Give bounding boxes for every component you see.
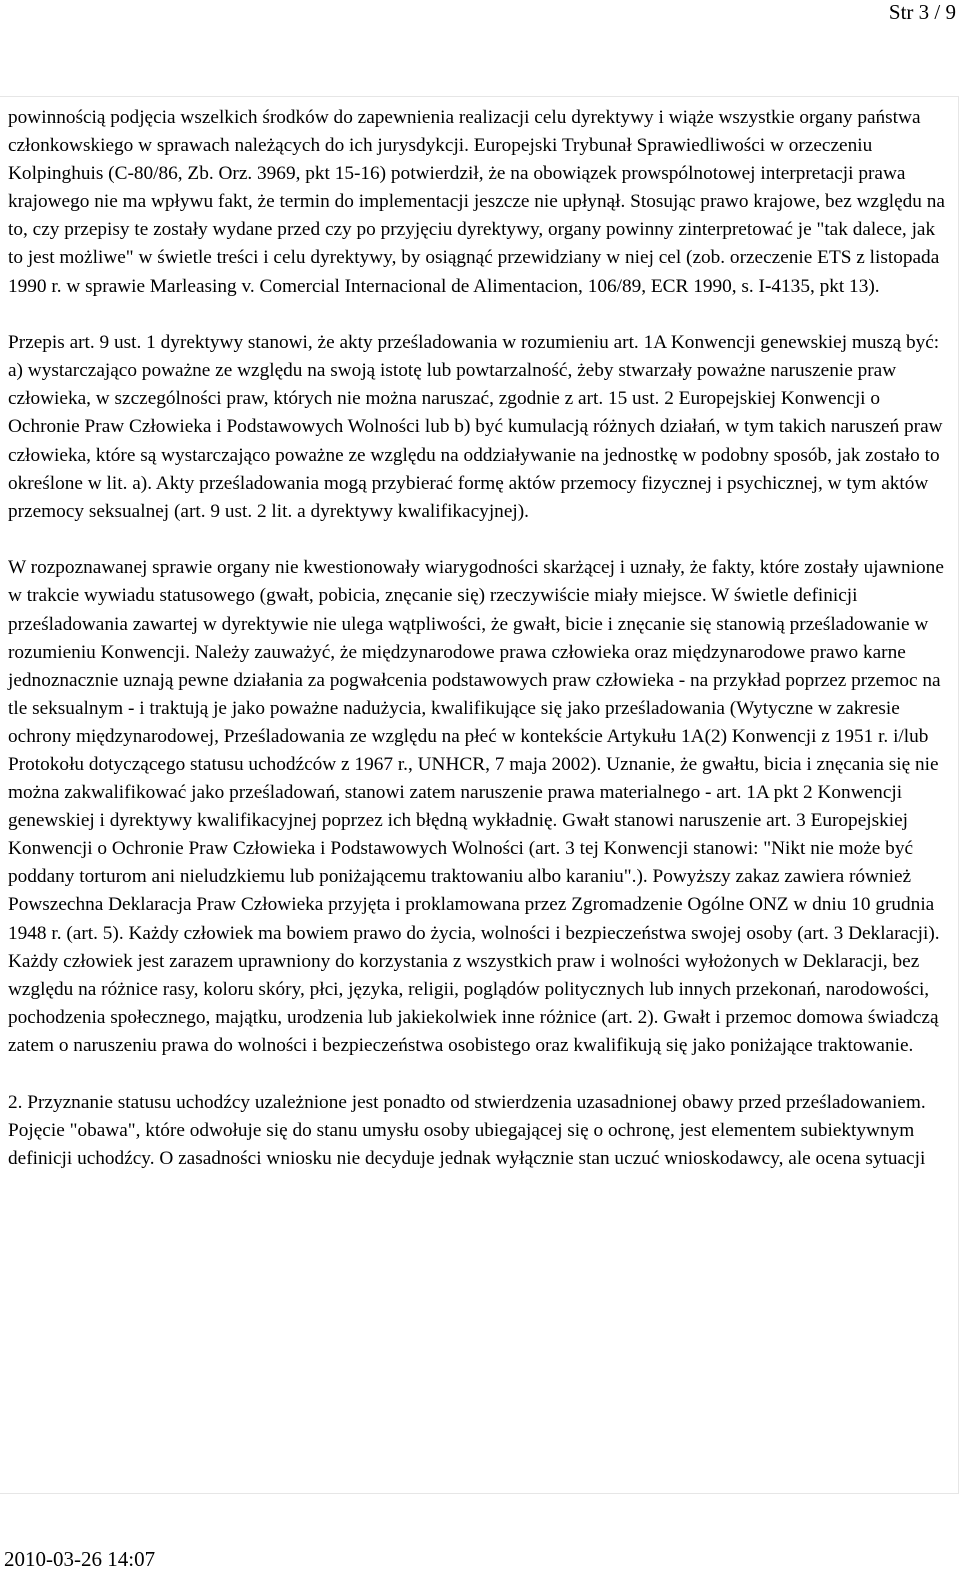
- document-body: [8, 104, 952, 1173]
- paragraph-1: powinnością podjęcia wszelkich środków do zapewnienia realizacji celu dyrektywy i wiąże wszystkie organy państwa członkowskiego w sprawach należących do ich jurysdykcji. Europejski Trybunał Sprawiedliwości w orzeczeniu Kolpinghuis (C-80/86, Zb. Orz. 3969, pkt 15-16) potwierdził, że na obowiązek prowspólnotowej interpretacji prawa krajowego nie ma wpływu fakt, że termin do implementacji jeszcze nie upłynął. Stosując prawo krajowe, bez względu na to, czy przepisy te zostały wydane przed czy po przyjęciu dyrektywy, organy powinny zinterpretować je "tak dalece, jak to jest możliwe" w świetle treści i celu dyrektywy, by osiągnąć przewidziany w niej cel (zob. orzeczenie ETS z listopada 1990 r. w sprawie Marleasing v. Comercial Internacional de Alimentacion, 106/89, ECR 1990, s. I-4135, pkt 13).: [8, 107, 945, 297]
- page-number: Str 3 / 9: [888, 0, 956, 24]
- paragraph-4: 2. Przyznanie statusu uchodźcy uzależnione jest ponadto od stwierdzenia uzasadnionej obawy przed prześladowaniem. Pojęcie "obawa", które odwołuje się do stanu umysłu osoby ubiegającej się o ochronę, jest elementem subiektywnym definicji uchodźcy. O zasadności wniosku nie decyduje jednak wyłącznie stan uczuć wnioskodawcy, ale ocena sytuacji: [8, 1091, 926, 1169]
- paragraph-3: W rozpoznawanej sprawie organy nie kwestionowały wiarygodności skarżącej i uznały, że fakty, które zostały ujawnione w trakcie wywiadu statusowego (gwałt, pobicia, znęcanie się) rzeczywiście miały miejsce. W świetle definicji prześladowania zawartej w dyrektywie nie ulega wątpliwości, że gwałt, bicie i znęcanie się stanowią prześladowanie w rozumieniu Konwencji. Należy zauważyć, że międzynarodowe prawa człowieka oraz międzynarodowe prawo karne jednoznacznie uznają pewne działania za pogwałcenia podstawowych praw człowieka - na przykład poprzez przemoc na tle seksualnym - i traktują je jako poważne nadużycia, kwalifikujące się jako prześladowania (Wytyczne w zakresie ochrony międzynarodowej, Prześladowania ze względu na płeć w kontekście Artykułu 1A(2) Konwencji z 1951 r. i/lub Protokołu dotyczącego statusu uchodźców z 1967 r., UNHCR, 7 maja 2002). Uznanie, że gwałtu, bicia i znęcania się nie można zakwalifikować jako prześladowań, stanowi zatem naruszenie prawa materialnego - art. 1A pkt 2 Konwencji genewskiej i dyrektywy kwalifikacyjnej poprzez ich błędną wykładnię. Gwałt stanowi naruszenie art. 3 Europejskiej Konwencji o Ochronie Praw Człowieka i Podstawowych Wolności (art. 3 tej Konwencji stanowi: "Nikt nie może być poddany torturom ani nieludzkiemu lub poniżającemu traktowaniu albo karaniu".). Powyższy zakaz zawiera również Powszechna Deklaracja Praw Człowieka przyjęta i proklamowana przez Zgromadzenie Ogólne ONZ w dniu 10 grudnia 1948 r. (art. 5). Każdy człowiek ma bowiem prawo do życia, wolności i bezpieczeństwa swojej osoby (art. 3 Deklaracji). Każdy człowiek jest zarazem uprawniony do korzystania z wszystkich praw i wolności wyłożonych w Deklaracji, bez względu na różnice rasy, koloru skóry, płci, języka, religii, poglądów politycznych lub innych przekonań, narodowości, pochodzenia społecznego, majątku, urodzenia lub jakiekolwiek inne różnice (art. 2). Gwałt i przemoc domowa świadczą zatem o naruszeniu prawa do wolności i bezpieczeństwa osobistego oraz kwalifikują się jako poniżające traktowanie.: [8, 557, 944, 1056]
- footer-timestamp: 2010-03-26 14:07: [4, 1548, 156, 1570]
- paragraph-2: Przepis art. 9 ust. 1 dyrektywy stanowi, że akty prześladowania w rozumieniu art. 1A Konwencji genewskiej muszą być: a) wystarczająco poważne ze względu na swoją istotę lub powtarzalność, żeby stwarzały poważne naruszenie praw człowieka, w szczególności praw, których nie można naruszać, zgodnie z art. 15 ust. 2 Europejskiej Konwencji o Ochronie Praw Człowieka i Podstawowych Wolności lub b) być kumulacją różnych działań, w tym takich naruszeń praw człowieka, które są wystarczająco poważne ze względu na oddziaływanie na jednostkę w podobny sposób, jak zostało to określone w lit. a). Akty prześladowania mogą przybierać formę aktów przemocy fizycznej i psychicznej, w tym aktów przemocy seksualnej (art. 9 ust. 2 lit. a dyrektywy kwalifikacyjnej).: [8, 332, 943, 522]
